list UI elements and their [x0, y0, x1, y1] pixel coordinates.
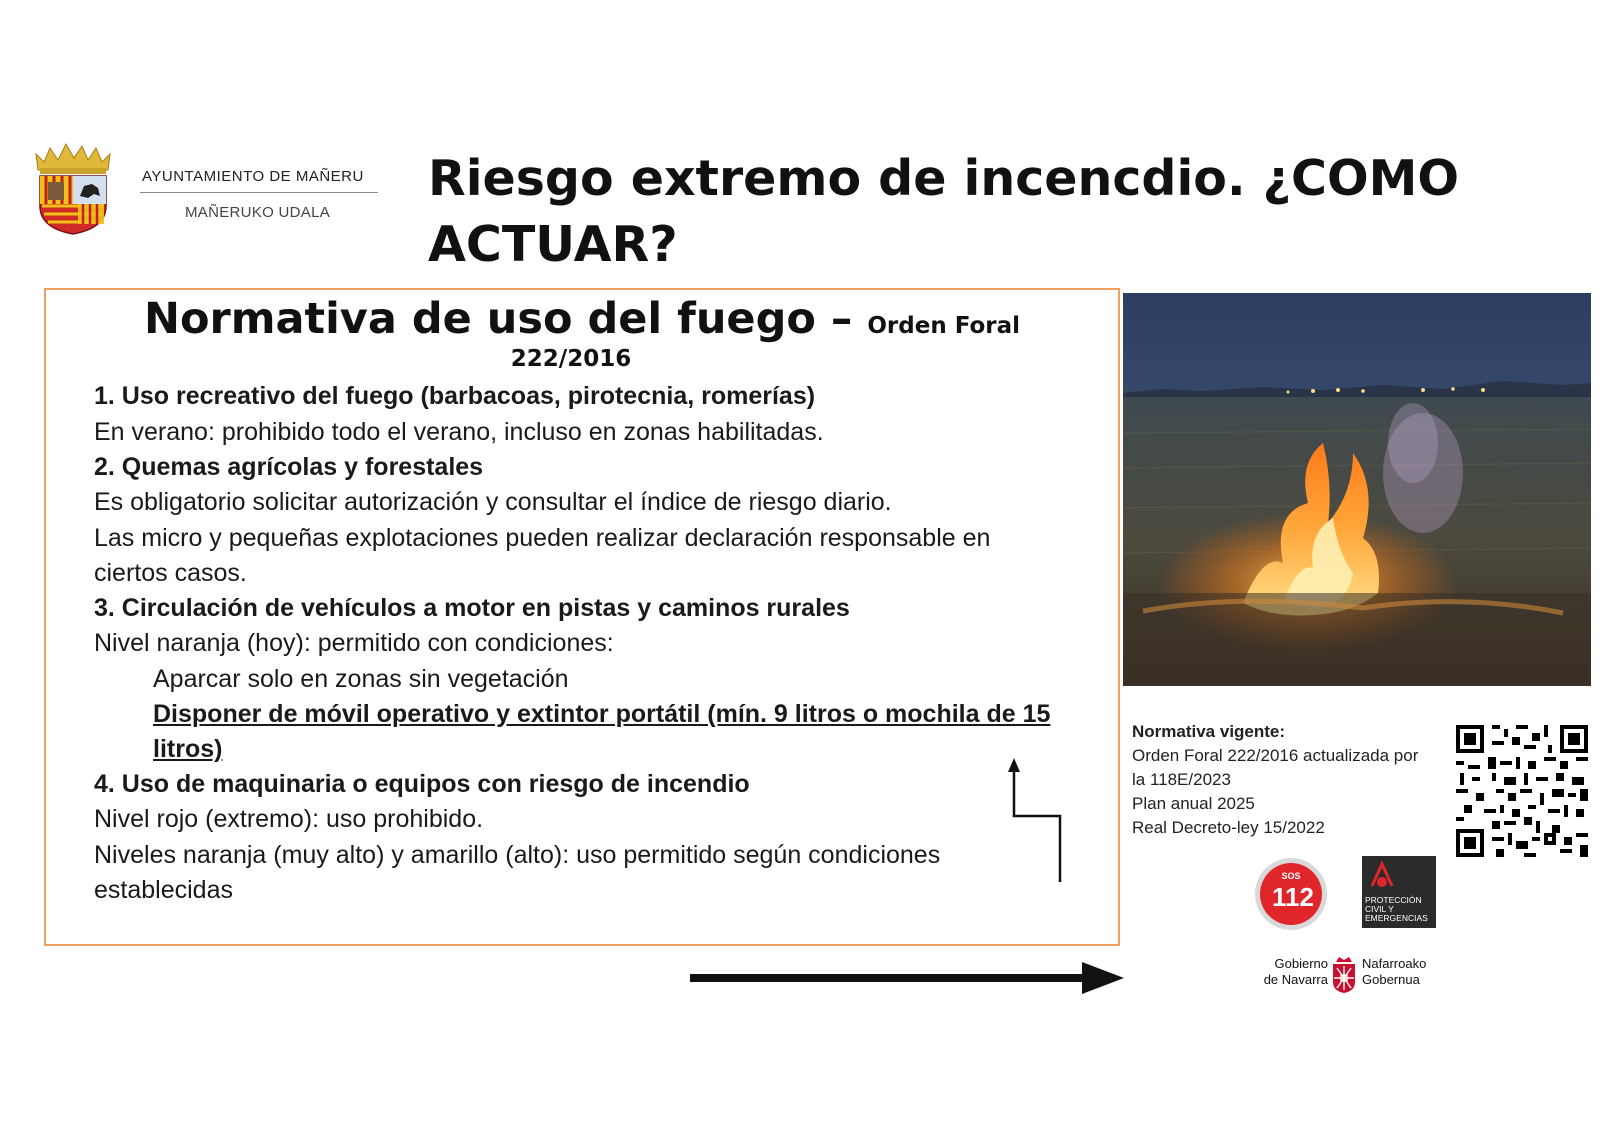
gov-name-es: [1264, 956, 1328, 988]
normativa-line: la 118E/2023: [1132, 770, 1231, 789]
gov-name-line: Gobierno: [1274, 956, 1328, 971]
pc-text-line: CIVIL Y: [1365, 904, 1394, 914]
right-arrow-icon: [690, 960, 1124, 996]
rule-text: Niveles naranja (muy alto) y amarillo (alto): uso permitido según condiciones: [94, 841, 941, 869]
navarra-shield-icon: [1330, 954, 1358, 994]
elbow-arrow-icon: [1000, 758, 1070, 884]
rule-text: En verano: prohibido todo el verano, incluso en zonas habilitadas.: [94, 418, 824, 446]
section-heading-4: 4. Uso de maquinaria o equipos con riesgo de incendio: [94, 770, 750, 798]
gobierno-navarra-logo: [1254, 954, 1440, 994]
rule-subitem-emphasis: litros): [153, 735, 223, 763]
gov-name-line: de Navarra: [1263, 972, 1328, 987]
gov-name-eu: [1362, 956, 1426, 988]
rule-text: Las micro y pequeñas explotaciones pueden realizar declaración responsable en: [94, 524, 991, 552]
proteccion-civil-symbol-icon: [1368, 860, 1398, 894]
section-heading-1: 1. Uso recreativo del fuego (barbacoas, pirotecnia, romerías): [94, 382, 816, 410]
org-divider: [140, 192, 378, 193]
rule-text: Nivel rojo (extremo): uso prohibido.: [94, 805, 484, 833]
rule-text: Es obligatorio solicitar autorización y consultar el índice de riesgo diario.: [94, 488, 892, 516]
sos-number: 112: [1272, 882, 1314, 912]
normativa-line: Orden Foral 222/2016 actualizada por: [1132, 746, 1419, 765]
rule-subitem: Aparcar solo en zonas sin vegetación: [153, 665, 569, 693]
rule-text: ciertos casos.: [94, 559, 247, 587]
page-title-line-2: ACTUAR?: [428, 216, 678, 273]
qr-code-icon[interactable]: [1456, 725, 1588, 857]
rule-text: establecidas: [94, 876, 233, 904]
page-title: [428, 146, 1528, 278]
proteccion-civil-text: [1365, 896, 1428, 923]
proteccion-civil-logo: [1362, 856, 1436, 928]
gov-name-line: Gobernua: [1362, 972, 1420, 987]
municipal-crest-icon: [28, 136, 118, 236]
rules-box: [44, 288, 1120, 946]
sos-112-logo: [1253, 856, 1329, 932]
rules-title: [46, 292, 1118, 353]
org-name: AYUNTAMIENTO DE MAÑERU: [142, 168, 364, 185]
page-title-line-1: Riesgo extremo de incencdio. ¿COMO: [428, 150, 1460, 207]
rules-title-main: Normativa de uso del fuego –: [143, 294, 853, 344]
pc-text-line: PROTECCIÓN: [1365, 895, 1422, 905]
field-fire-photo: [1123, 293, 1591, 686]
rule-text: Nivel naranja (hoy): permitido con condiciones:: [94, 629, 614, 657]
gov-name-line: Nafarroako: [1362, 956, 1427, 971]
rules-subtitle: 222/2016: [510, 346, 632, 372]
rules-title-suffix: Orden Foral: [867, 313, 1021, 339]
section-heading-2: 2. Quemas agrícolas y forestales: [94, 453, 484, 481]
normativa-line: Real Decreto-ley 15/2022: [1132, 818, 1325, 837]
normativa-heading: Normativa vigente:: [1132, 722, 1286, 741]
rule-subitem-emphasis: Disponer de móvil operativo y extintor portátil (mín. 9 litros o mochila de 15: [153, 700, 1051, 728]
section-heading-3: 3. Circulación de vehículos a motor en pistas y caminos rurales: [94, 594, 850, 622]
pc-text-line: EMERGENCIAS: [1365, 913, 1428, 923]
sos-label: SOS: [1281, 871, 1301, 881]
normativa-line: Plan anual 2025: [1132, 794, 1255, 813]
org-name-basque: MAÑERUKO UDALA: [185, 204, 331, 221]
